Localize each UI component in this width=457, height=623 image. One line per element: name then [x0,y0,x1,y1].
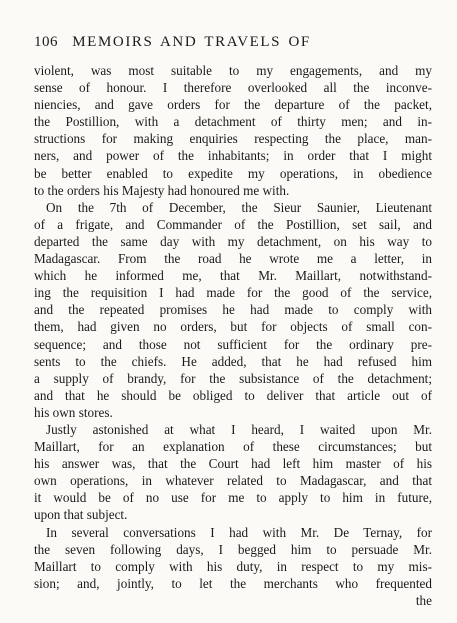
text-line: sense of honour. I therefore overlooked all the inconve- [34,80,432,96]
text-line: be better enabled to expedite my operations, in obedience [34,165,432,181]
page-number: 106 [34,34,58,50]
text-line: sion; and, jointly, to let the merchants who frequented [34,575,432,591]
body-text [34,62,432,609]
text-line: of a frigate, and Commander of the Postillion, set sail, and [34,216,432,232]
text-line: them, had given no orders, but for objects of small con- [34,319,432,335]
text-line: the Postillion, with a detachment of thirty men; and in- [34,114,432,130]
text-line: departed the same day with my detachment, on his way to [34,233,432,249]
text-line: which he informed me, that Mr. Maillart, notwithstand- [34,268,432,284]
text-line: sequence; and those not sufficient for the ordinary pre- [34,336,432,352]
text-line: the [415,592,432,608]
text-line: structions for making enquiries respecting the place, man- [34,131,432,147]
text-line: ners, and power of the inhabitants; in order that I might [34,148,432,164]
page-header [34,34,430,56]
text-line: a supply of brandy, for the subsistance of the detachment; [34,370,432,386]
text-line: his answer was, that the Court had left him master of his [34,456,432,472]
text-line: and the repeated promises he had made to comply with [34,302,432,318]
text-line: to the orders his Majesty had honoured me with. [34,182,290,198]
text-line: In several conversations I had with Mr. De Ternay, for [46,524,432,540]
text-line: On the 7th of December, the Sieur Saunier, Lieutenant [46,199,432,215]
text-line: ing the requisition I had made for the good of the service, [34,285,432,301]
running-title: MEMOIRS AND TRAVELS OF [72,34,311,50]
text-line: and that he should be obliged to deliver that article out of [34,387,432,403]
text-line: his own stores. [34,404,113,420]
text-line: Maillart to comply with his duty, in respect to my mis- [34,558,432,574]
text-line: the seven following days, I begged him to persuade Mr. [34,541,432,557]
text-line: Madagascar. From the road he wrote me a letter, in [34,251,432,267]
text-line: Maillart, for an explanation of these circumstances; but [34,439,432,455]
text-line: violent, was most suitable to my engagements, and my [34,63,432,78]
text-line: Justly astonished at what I heard, I waited upon Mr. [46,421,432,437]
text-line: niencies, and gave orders for the departure of the packet, [34,97,432,113]
text-line: sents to the chiefs. He added, that he had refused him [34,353,432,369]
text-line: upon that subject. [34,507,128,523]
text-line: own operations, in whatever related to Madagascar, and that [34,473,432,489]
text-line: it would be of no use for me to apply to him in future, [34,490,432,506]
